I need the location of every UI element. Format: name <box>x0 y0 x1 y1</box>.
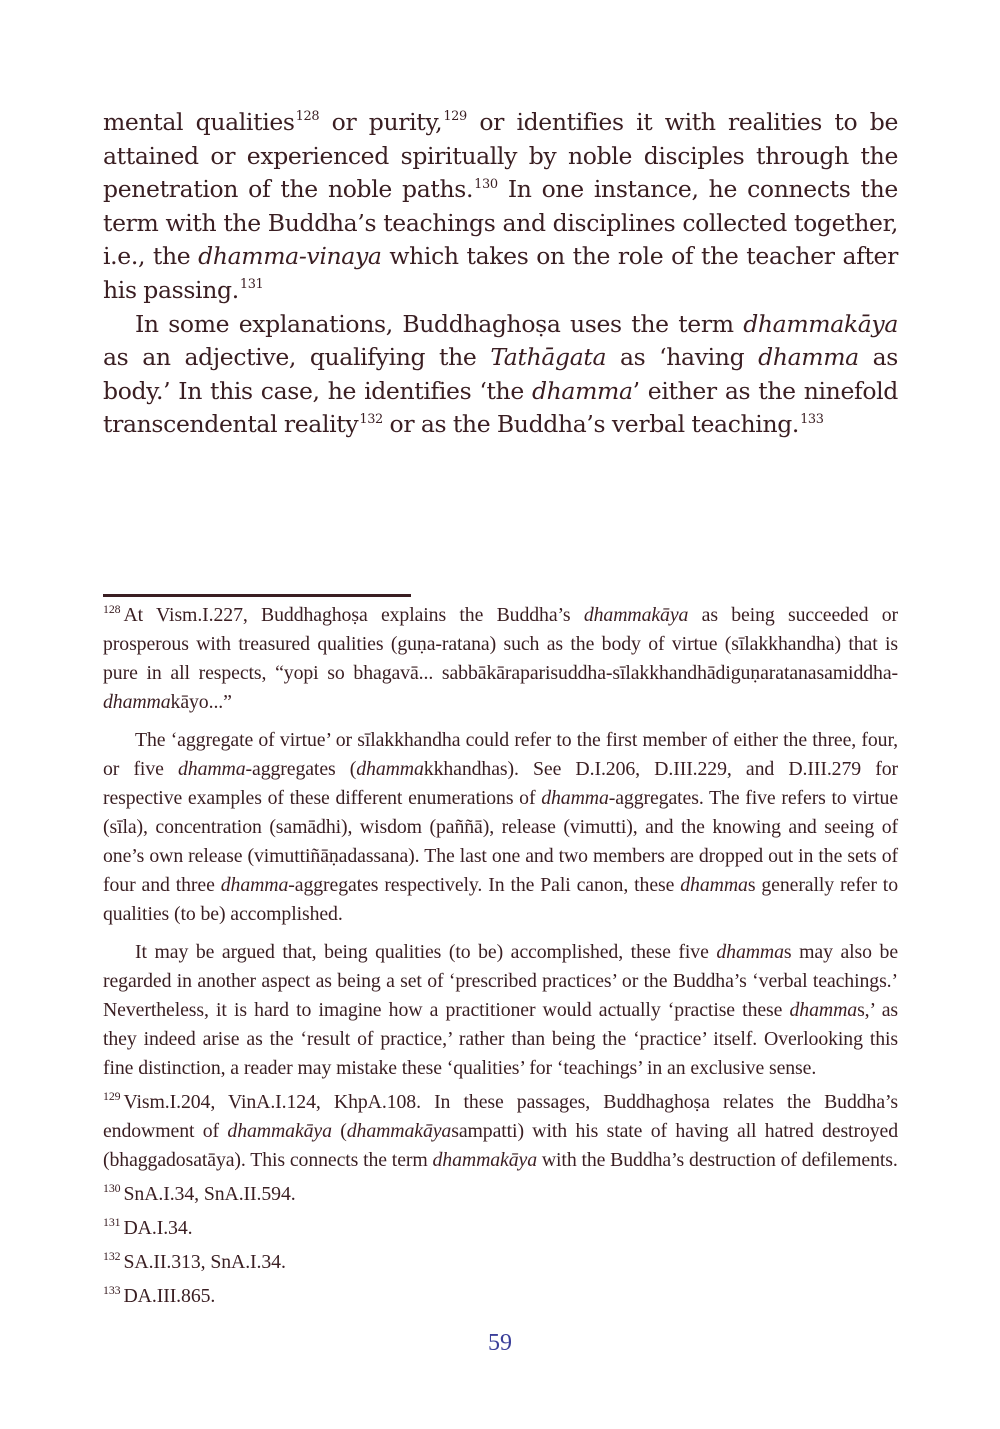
text-run: s,’ as they indeed arise as the ‘result of practice,’ rather than being the ‘practice’ itself. Overlooking this fine distinction, a reader may mistake these ‘qualities’ for ‘teachings’ in an exclusive sense. <box>103 999 898 1079</box>
footnote-number: 133 <box>103 1283 121 1298</box>
footnote-128 <box>103 601 898 717</box>
footnote-132 <box>103 1248 898 1277</box>
text-run: At Vism.I.227, Buddhaghoṣa explains the Buddha’s <box>123 604 584 626</box>
italic-term: dhamma <box>177 758 246 780</box>
text-run: In one instance, he connects the term with the Buddha’s teachings and disciplines collected together, i.e., the <box>103 175 898 271</box>
text-run: as body.’ In this case, he identifies ‘the <box>103 343 898 405</box>
footnote-128-paragraph-3 <box>103 938 898 1083</box>
text-run: DA.I.34. <box>123 1217 193 1239</box>
main-text <box>103 106 898 442</box>
text-run: SA.II.313, SnA.I.34. <box>123 1251 286 1273</box>
text-run: The ‘aggregate of virtue’ or sīlakkhandha could refer to the first member of either the three, four, or five <box>103 729 898 780</box>
text-run: SnA.I.34, SnA.II.594. <box>123 1183 296 1205</box>
footnote-133 <box>103 1282 898 1311</box>
text-run: s generally refer to qualities (to be) accomplished. <box>103 874 898 925</box>
footnotes <box>103 601 898 1311</box>
text-run: ( <box>331 1120 347 1142</box>
footnote-129 <box>103 1088 898 1175</box>
text-run: as an adjective, qualifying the <box>103 343 491 372</box>
footnote-ref-129[interactable]: 129 <box>443 109 467 125</box>
footnote-ref-132[interactable]: 132 <box>359 411 383 427</box>
footnote-number: 132 <box>103 1249 121 1264</box>
italic-term: dhammakāya <box>227 1120 332 1142</box>
text-run: It may be argued that, being qualities (to be) accomplished, these five <box>135 941 717 963</box>
text-run: DA.III.865. <box>123 1285 216 1307</box>
page-number: 59 <box>488 1330 512 1356</box>
italic-term: dhammakāya <box>743 309 898 338</box>
text-run: as being succeeded or prosperous with treasured qualities (guṇa-ratana) such as the body of virtue (sīlakkhandha) that is pure in all respects, “yopi so bhagavā... sabbākāraparisuddha-sīlakkhandhādiguṇaratanasamiddha- <box>103 604 898 684</box>
italic-term: dhammakāya <box>346 1120 452 1142</box>
paragraph-2 <box>103 308 898 442</box>
text-run: -aggregates respectively. In the Pali canon, these <box>288 874 681 896</box>
italic-term: dhammakāya <box>583 604 689 626</box>
italic-term: dhamma <box>541 787 609 809</box>
footnote-130 <box>103 1180 898 1209</box>
footnote-ref-133[interactable]: 133 <box>800 411 824 427</box>
footnote-number: 130 <box>103 1181 121 1196</box>
text-run: or identifies it with realities to be attained or experienced spiritually by noble disciples through the penetration of the noble paths. <box>103 108 898 204</box>
italic-term: dhamma <box>716 941 784 963</box>
text-run: -aggregates ( <box>245 758 357 780</box>
text-run: kkhandhas). See D.I.206, D.III.229, and D.III.279 for respective examples of these different enumerations of <box>103 758 898 809</box>
italic-term: dhamma <box>680 874 748 896</box>
text-run: with the Buddha’s destruction of defilements. <box>537 1149 898 1171</box>
italic-term: dhamma <box>103 691 171 713</box>
text-run: which takes on the role of the teacher after his passing. <box>103 242 898 304</box>
text-run: ’ either as the ninefold transcendental reality <box>103 376 899 439</box>
text-run: or purity, <box>319 108 443 136</box>
footnote-128-paragraph-2 <box>103 726 898 929</box>
text-run: kāyo...” <box>170 691 232 713</box>
italic-term: dhammakāya <box>432 1149 537 1171</box>
footnote-131 <box>103 1214 898 1243</box>
italic-term: dhamma <box>789 999 858 1021</box>
footnote-ref-130[interactable]: 130 <box>474 176 498 192</box>
footnote-number: 131 <box>103 1215 121 1230</box>
text-run: In some explanations, Buddhaghoṣa uses the term <box>135 309 744 338</box>
text-run: or as the Buddha’s verbal teaching. <box>382 410 800 439</box>
text-run: s may also be regarded in another aspect as being a set of ‘prescribed practices’ or the Buddha’s ‘verbal teachings.’ Nevertheless, it is hard to imagine how a practitioner would actually ‘practise these <box>103 941 899 1021</box>
text-run: Vism.I.204, VinA.I.124, KhpA.108. In these passages, Buddhaghoṣa relates the Buddha’s endowment of <box>103 1091 898 1142</box>
footnote-ref-131[interactable]: 131 <box>239 277 264 293</box>
italic-term: dhamma <box>531 376 633 405</box>
italic-term: dhamma <box>356 758 424 780</box>
italic-term: dhamma <box>758 343 859 372</box>
footnote-number: 128 <box>103 602 121 617</box>
text-run: sampatti) with his state of having all hatred destroyed (bhaggadosatāya). This connects the term <box>103 1120 898 1171</box>
footnote-number: 129 <box>103 1089 121 1104</box>
footnote-separator <box>103 594 411 597</box>
footnote-ref-128[interactable]: 128 <box>295 109 320 125</box>
paragraph-1 <box>103 106 898 308</box>
italic-term: dhamma <box>220 874 289 896</box>
italic-term: dhamma-vinaya <box>198 242 382 271</box>
text-run: mental qualities <box>103 108 295 136</box>
text-run: -aggregates. The five refers to virtue (sīla), concentration (samādhi), wisdom (paññā), release (vimutti), and the knowing and seeing of one’s own release (vimuttiñāṇadassana). The last one and two members are dropped out in the sets of four and three <box>103 787 898 896</box>
paragraph-indent <box>103 310 135 338</box>
text-run: as ‘having <box>606 343 759 372</box>
italic-term: Tathāgata <box>490 343 607 372</box>
